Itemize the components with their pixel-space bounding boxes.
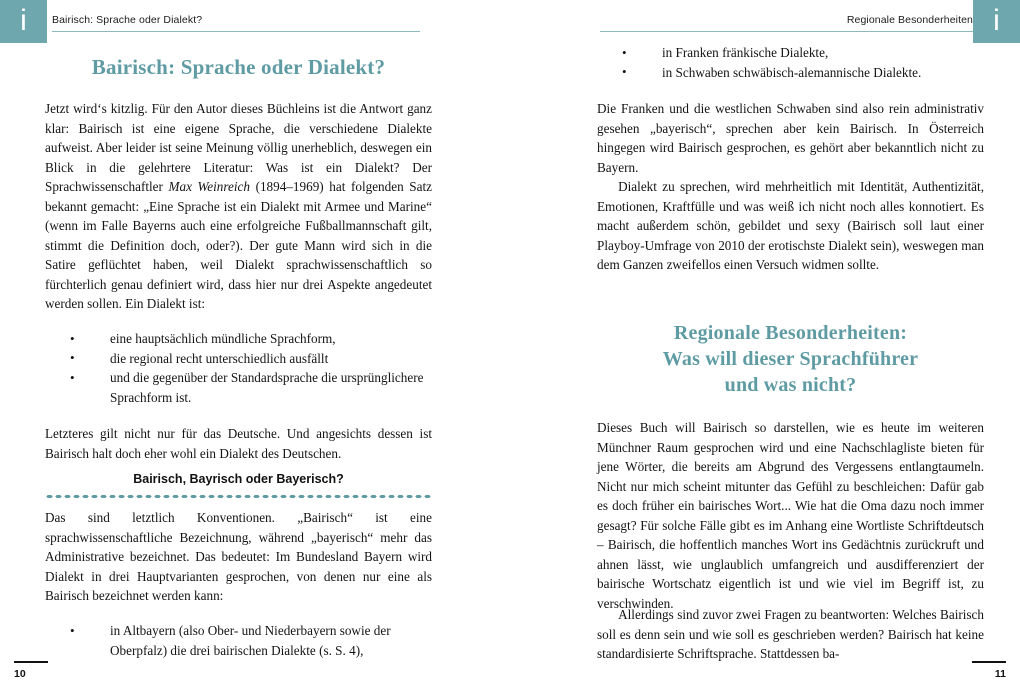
- section-heading-line-3: und was nicht?: [724, 374, 857, 396]
- left-paragraph-1-block: [45, 99, 432, 314]
- paragraph: Allerdings sind zuvor zwei Fragen zu beantworten: Welches Bairisch soll es denn sein und wie soll es geschrieben werden? Bairisch hat keine standardisierte Schriftsprache. Stattdessen ba-: [597, 607, 984, 661]
- list-item: • in Schwaben schwäbisch-alemannische Dialekte.: [597, 63, 984, 83]
- section-heading-line-1: Regionale Besonderheiten:: [673, 322, 908, 344]
- dotted-divider: [45, 494, 432, 499]
- left-bullet-list-2: [45, 621, 432, 660]
- bullet-list: [45, 329, 432, 407]
- left-paragraph-3-block: [45, 508, 432, 606]
- section-title-block: [597, 320, 984, 398]
- bullet-list: [597, 43, 984, 82]
- paragraph: Die Franken und die westlichen Schwaben sind also rein administrativ gesehen „bayerisch“, sprechen aber kein Bairisch. In Österreich hingegen wird Bairisch gesprochen, es gehört aber bekanntlich nicht zu Bayern.: [597, 101, 984, 175]
- folio-right: [972, 661, 1006, 680]
- page-number: 10: [14, 668, 26, 680]
- folio-rule: [972, 661, 1006, 663]
- paragraph: Letzteres gilt nicht nur für das Deutsche. Und angesichts dessen ist Bairisch halt doch eher wohl ein Dialekt des Deutschen.: [45, 426, 432, 461]
- right-paragraph-1-block: [597, 99, 984, 177]
- running-head-rule: [52, 31, 420, 32]
- section-subheading: Bairisch, Bayrisch oder Bayerisch?: [133, 472, 344, 486]
- right-paragraph-4-block: [597, 605, 984, 664]
- chapter-title-block: [45, 55, 432, 80]
- list-item: • und die gegenüber der Standardsprache die ursprünglichere Sprachform ist.: [45, 368, 432, 407]
- left-paragraph-2-block: [45, 424, 432, 463]
- right-page: [510, 0, 1020, 696]
- paragraph: Dieses Buch will Bairisch so darstellen, wie es heute im weiteren Münchner Raum gesprochen wird und eine Nachschlagliste bieten für jene Wörter, die bereits am Abgrund des Vergessens entlangtaumeln. Nicht nur mich scheint mitunter das Gefühl zu beschleichen: Dafür gab es doch früher ein bairisches Wort... Wie hat die Oma dazu noch immer gesagt? Für solche Fälle gibt es im Anhang eine Wortliste Schriftdeutsch – Bairisch, die hoffentlich manches Wort ins Gedächtnis zurückruft und ahnen lässt, wie unglaublich umfangreich und ausdifferenziert der bairische Wortschatz eigentlich ist und wie viel im Begriff ist, zu verschwinden.: [597, 420, 984, 611]
- paragraph: Dialekt zu sprechen, wird mehrheitlich mit Identität, Authentizität, Emotionen, Kraftfülle und was weiß ich nicht noch alles konnotiert. Es macht außerdem schön, gebildet und sexy (Bairisch soll laut einer Playboy-Umfrage von 2010 der erotischste Dialekt sein), weswegen man dem Ganzen zweifellos einen Versuch widmen sollte.: [597, 179, 984, 272]
- list-item: • in Altbayern (also Ober- und Niederbayern sowie der Oberpfalz) die drei bairischen Dialekte (s. S. 4),: [45, 621, 432, 660]
- paragraph: Das sind letztlich Konventionen. „Bairisch“ ist eine sprachwissenschaftliche Bezeichnung, während „bayerisch“ mehr das Administrative bezeichnet. Das bedeutet: Im Bundesland Bayern wird Dialekt in drei Hauptvarianten gesprochen, von denen nur eine als Bairisch bezeichnet werden kann:: [45, 510, 432, 603]
- page-title: Bairisch: Sprache oder Dialekt?: [91, 55, 386, 79]
- folio-rule: [14, 661, 48, 663]
- paragraph: [45, 99, 432, 314]
- paragraph-part-2: (1894–1969) hat folgenden Satz bekannt gemacht: „Eine Sprache ist ein Dialekt mit Armee und Marine“ (wenn im Falle Bayerns auch eine erfolgreiche Fußballmannschaft gilt, stimmt die Definition doch, oder?). Der gute Mann wird sich in die Satire geflüchtet haben, weil Dialekt sprachwissenschaftlich so fürchterlich genau definiert wird, dass hier nur drei Aspekte angedeutet werden sollen. Ein Dialekt ist:: [45, 179, 432, 311]
- right-paragraph-3-block: [597, 418, 984, 613]
- list-item: • in Franken fränkische Dialekte,: [597, 43, 984, 63]
- running-head-text: Regionale Besonderheiten: [846, 14, 973, 26]
- right-bullet-list-top: [597, 43, 984, 82]
- running-head-right: [598, 14, 973, 36]
- bullet-list: [45, 621, 432, 660]
- section-heading-line-2: Was will dieser Sprachführer: [662, 348, 919, 370]
- section-heading: [597, 320, 984, 398]
- left-bullet-list-1: [45, 329, 432, 407]
- running-head-left: [52, 14, 470, 36]
- info-icon: i: [20, 3, 27, 37]
- running-head-text: Bairisch: Sprache oder Dialekt?: [52, 14, 203, 26]
- sub-heading-block: [45, 471, 432, 499]
- list-item: • die regional recht unterschiedlich ausfällt: [45, 349, 432, 369]
- info-icon: i: [993, 3, 1000, 37]
- info-tab-left: [0, 0, 47, 43]
- paragraph-part-1: Jetzt wird‘s kitzlig. Für den Autor dieses Büchleins ist die Antwort ganz klar: Bairisch ist eine eigene Sprache, die verschiedene Dialekte aufweist. Aber leider ist seine Meinung völlig unerheblich, deswegen ein Blick in die gelehrtere Literatur: Was ist ein Dialekt? Der Sprachwissenschaftler: [45, 101, 432, 194]
- info-tab-right: [973, 0, 1020, 43]
- list-item: • eine hauptsächlich mündliche Sprachform,: [45, 329, 432, 349]
- running-head-rule: [600, 31, 973, 32]
- right-paragraph-2-block: [597, 177, 984, 275]
- folio-left: [14, 661, 48, 680]
- page-number: 11: [994, 668, 1006, 680]
- author-name: Max Weinreich: [168, 179, 250, 194]
